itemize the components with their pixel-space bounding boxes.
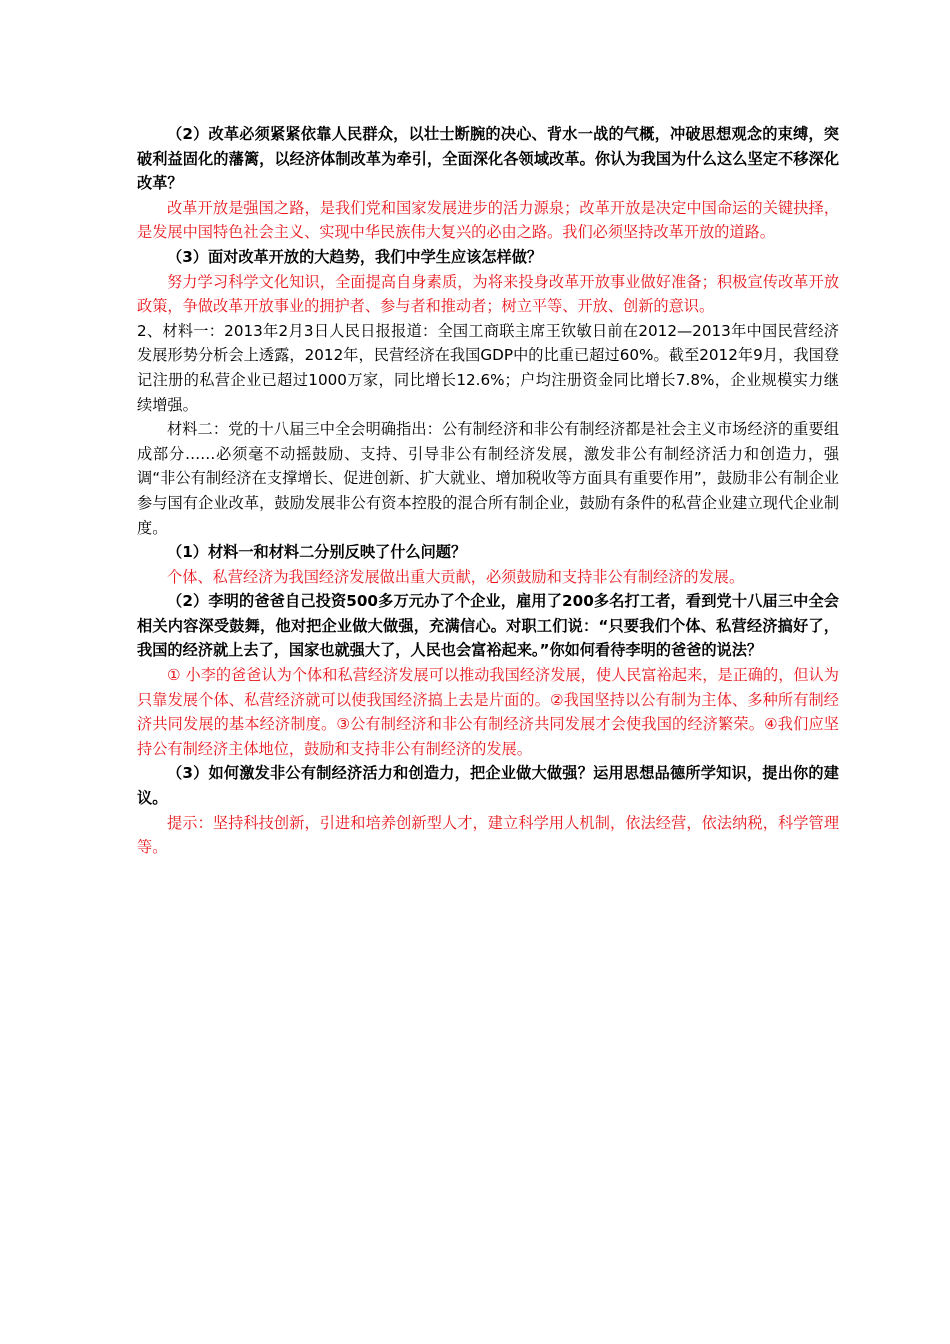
answer-1-materials: 个体、私营经济为我国经济发展做出重大贡献，必须鼓励和支持非公有制经济的发展。 [167, 567, 745, 586]
answer-3-suggestions: 提示：坚持科技创新，引进和培养创新型人才，建立科学用人机制，依法经营，依法纳税，科学管理等。 [137, 813, 839, 857]
question-2-liming: （2）李明的爸爸自己投资500多万元办了个企业，雇用了200多名打工者，看到党十八届三中全会相关内容深受鼓舞，他对把企业做大做强，充满信心。对职工们说：“只要我们个体、私营经济搞好了，我国的经济就上去了，国家也就强大了，人民也会富裕起来。”你如何看待李明的爸爸的说法？ [137, 592, 839, 660]
question-3-suggestions: （3）如何激发非公有制经济活力和创造力，把企业做大做强？运用思想品德所学知识，提出你的建议。 [137, 764, 839, 808]
material-two: 材料二：党的十八届三中全会明确指出：公有制经济和非公有制经济都是社会主义市场经济的重要组成部分……必须毫不动摇鼓励、支持、引导非公有制经济发展，激发非公有制经济活力和创造力，强调“非公有制经济在支撑增长、促进创新、扩大就业、增加税收等方面具有重要作用”，鼓励非公有制企业参与国有企业改革，鼓励发展非公有资本控股的混合所有制企业，鼓励有条件的私营企业建立现代企业制度。 [137, 420, 839, 537]
question-1-materials: （1）材料一和材料二分别反映了什么问题？ [167, 543, 467, 562]
material-one: 2、材料一：2013年2月3日人民日报报道：全国工商联主席王钦敏日前在2012—2013年中国民营经济发展形势分析会上透露，2012年，民营经济在我国GDP中的比重已超过60%。截至2012年9月，我国登记注册的私营企业已超过1000万家，同比增长12.6%；户均注册资金同比增长7.8%，企业规模实力继续增强。 [137, 321, 839, 414]
answer-3-students: 努力学习科学文化知识，全面提高自身素质，为将来投身改革开放事业做好准备；积极宣传改革开放政策，争做改革开放事业的拥护者、参与者和推动者；树立平等、开放、创新的意识。 [137, 272, 839, 316]
answer-2-reform: 改革开放是强国之路，是我们党和国家发展进步的活力源泉；改革开放是决定中国命运的关键抉择，是发展中国特色社会主义、实现中华民族伟大复兴的必由之路。我们必须坚持改革开放的道路。 [137, 198, 839, 242]
question-3-students: （3）面对改革开放的大趋势，我们中学生应该怎样做？ [167, 247, 543, 266]
answer-2-liming: ① 小李的爸爸认为个体和私营经济发展可以推动我国经济发展，使人民富裕起来，是正确的，但认为只靠发展个体、私营经济就可以使我国经济搞上去是片面的。②我国坚持以公有制为主体、多种所有制经济共同发展的基本经济制度。③公有制经济和非公有制经济共同发展才会使我国的经济繁荣。④我们应坚持公有制经济主体地位，鼓励和支持非公有制经济的发展。 [137, 666, 839, 758]
question-2-reform: （2）改革必须紧紧依靠人民群众，以壮士断腕的决心、背水一战的气概，冲破思想观念的束缚，突破利益固化的藩篱，以经济体制改革为牵引，全面深化各领域改革。你认为我国为什么这么坚定不移深化改革？ [137, 125, 839, 193]
document-body [137, 122, 839, 860]
